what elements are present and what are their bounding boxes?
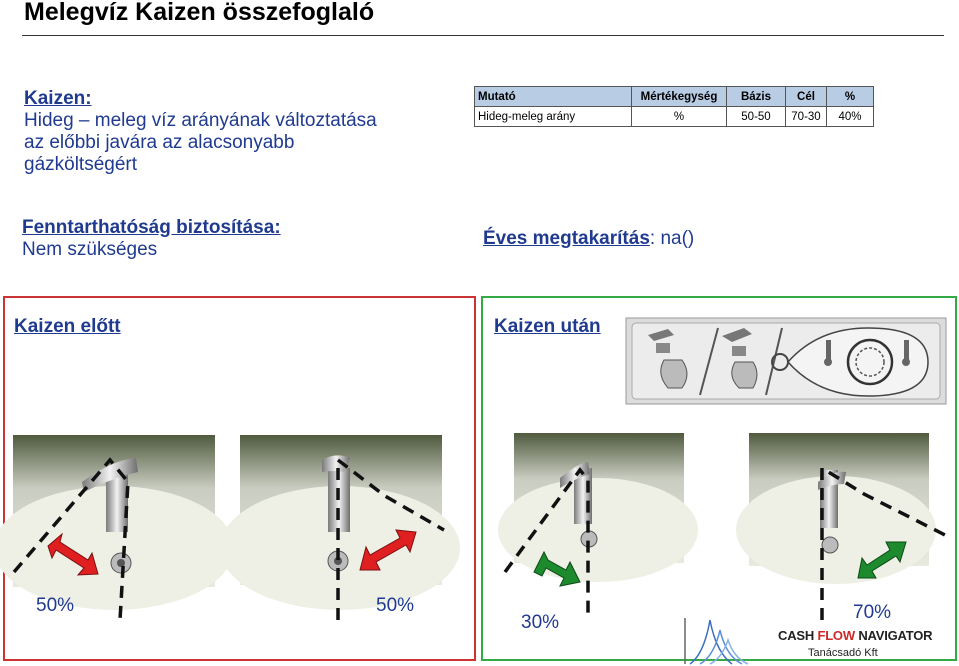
faucet-photo-before-1: [0, 435, 234, 610]
logo-name: [778, 628, 932, 643]
annual-savings-value: : na(): [649, 228, 695, 249]
faucet-photo-after-1: [498, 433, 698, 582]
logo-name-part3: NAVIGATOR: [854, 628, 933, 643]
table-cell: 40%: [827, 107, 874, 127]
after-right-percent: 70%: [853, 602, 892, 623]
before-right-percent: 50%: [376, 595, 415, 616]
kaizen-description: Hideg – meleg víz arányának változtatása az előbbi javára az alacsonyabb gázköltségért: [24, 110, 377, 175]
table-cell: %: [632, 107, 727, 127]
logo-name-part1: CASH: [778, 628, 818, 643]
col-header-base: Bázis: [727, 87, 786, 107]
table-cell: Hideg-meleg arány: [475, 107, 632, 127]
table-cell: 50-50: [727, 107, 786, 127]
table-cell: 70-30: [786, 107, 827, 127]
col-header-metric: Mutató: [475, 87, 632, 107]
page-title: Melegvíz Kaizen összefoglaló: [24, 0, 375, 26]
logo-subtitle: Tanácsadó Kft: [808, 647, 878, 659]
col-header-unit: Mértékegység: [632, 87, 727, 107]
kaizen-heading: Kaizen:: [24, 88, 92, 109]
logo-name-part2: FLOW: [817, 628, 855, 643]
annual-savings-label: Éves megtakarítás: [483, 228, 650, 249]
after-left-percent: 30%: [521, 612, 560, 633]
sustainability-heading: Fenntarthatóság biztosítása:: [22, 217, 281, 238]
before-panel-title: Kaizen előtt: [14, 316, 121, 337]
sustainability-value: Nem szükséges: [22, 239, 158, 260]
col-header-percent: %: [827, 87, 874, 107]
mixer-instruction-image: [626, 318, 946, 404]
cash-flow-navigator-logo-icon: [685, 618, 748, 664]
faucet-photo-after-2: [736, 433, 936, 584]
before-left-percent: 50%: [36, 595, 75, 616]
after-panel-title: Kaizen után: [494, 316, 601, 337]
col-header-target: Cél: [786, 87, 827, 107]
